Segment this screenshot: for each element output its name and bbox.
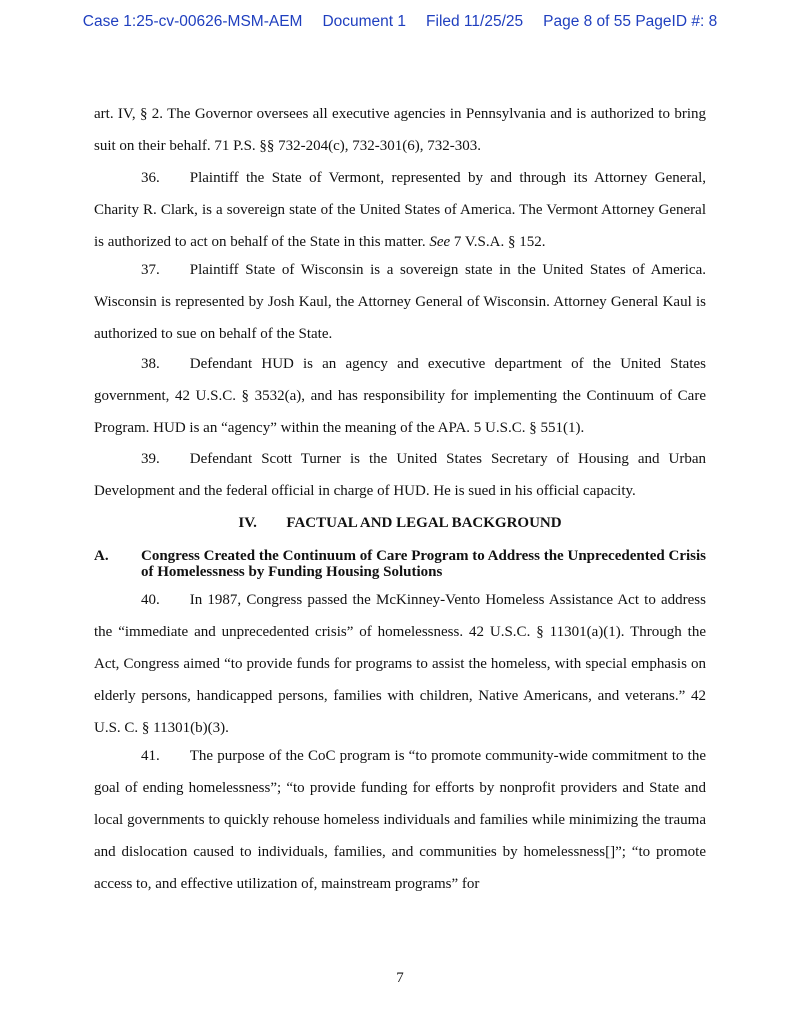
section-title: FACTUAL AND LEGAL BACKGROUND [286, 515, 562, 531]
subsection-title: Congress Created the Continuum of Care Program to Address the Unprecedented Crisis of Homelessness by Funding Housing Solutions [141, 548, 706, 580]
section-heading [0, 507, 800, 539]
page-info: Page 8 of 55 PageID #: 8 [543, 13, 718, 30]
paragraph-37: 37. Plaintiff State of Wisconsin is a sovereign state in the United States of America. Wisconsin is represented by Josh Kaul, the Attorney General of Wisconsin. Attorney General Kaul is authorized to sue on behalf of the State. [94, 262, 706, 342]
paragraph-36: 36. Plaintiff the State of Vermont, represented by and through its Attorney General, Charity R. Clark, is a sovereign state of the United States of America. The Vermont Attorney General is authorized to act on behalf of the State in this matter. See 7 V.S.A. § 152. [94, 170, 706, 250]
paragraph-38: 38. Defendant HUD is an agency and executive department of the United States government, 42 U.S.C. § 3532(a), and has responsibility for implementing the Continuum of Care Program. HUD is an “agency” within the meaning of the APA. 5 U.S.C. § 551(1). [94, 356, 706, 436]
paragraph-continuation: art. IV, § 2. The Governor oversees all executive agencies in Pennsylvania and is authorized to bring suit on their behalf. 71 P.S. §§ 732-204(c), 732-301(6), 732-303. [94, 106, 706, 154]
page-number: 7 [396, 970, 404, 986]
paragraph-41: 41. The purpose of the CoC program is “to promote community-wide commitment to the goal of ending homelessness”; “to provide funding for efforts by nonprofit providers and State and local governments to quickly rehouse homeless individuals and families while minimizing the trauma and dislocation caused to individuals, families, and communities by homelessness[]”; “to promote access to, and effective utilization of, mainstream programs” for [94, 748, 706, 892]
case-number: Case 1:25-cv-00626-MSM-AEM [82, 13, 303, 30]
document-number: Document 1 [322, 13, 407, 30]
section-number: IV. [238, 515, 257, 531]
document-header [0, 13, 800, 31]
subsection-heading [94, 548, 706, 580]
filed-date: Filed 11/25/25 [426, 13, 524, 30]
paragraph-40: 40. In 1987, Congress passed the McKinney-Vento Homeless Assistance Act to address the “immediate and unprecedented crisis” of homelessness. 42 U.S.C. § 11301(a)(1). Through the Act, Congress aimed “to provide funds for programs to assist the homeless, with special emphasis on elderly persons, handicapped persons, families with children, Native Americans, and veterans.” 42 U.S. C. § 11301(b)(3). [94, 592, 706, 736]
subsection-letter: A. [94, 548, 109, 564]
paragraph-39: 39. Defendant Scott Turner is the United States Secretary of Housing and Urban Development and the federal official in charge of HUD. He is sued in his official capacity. [94, 451, 706, 499]
